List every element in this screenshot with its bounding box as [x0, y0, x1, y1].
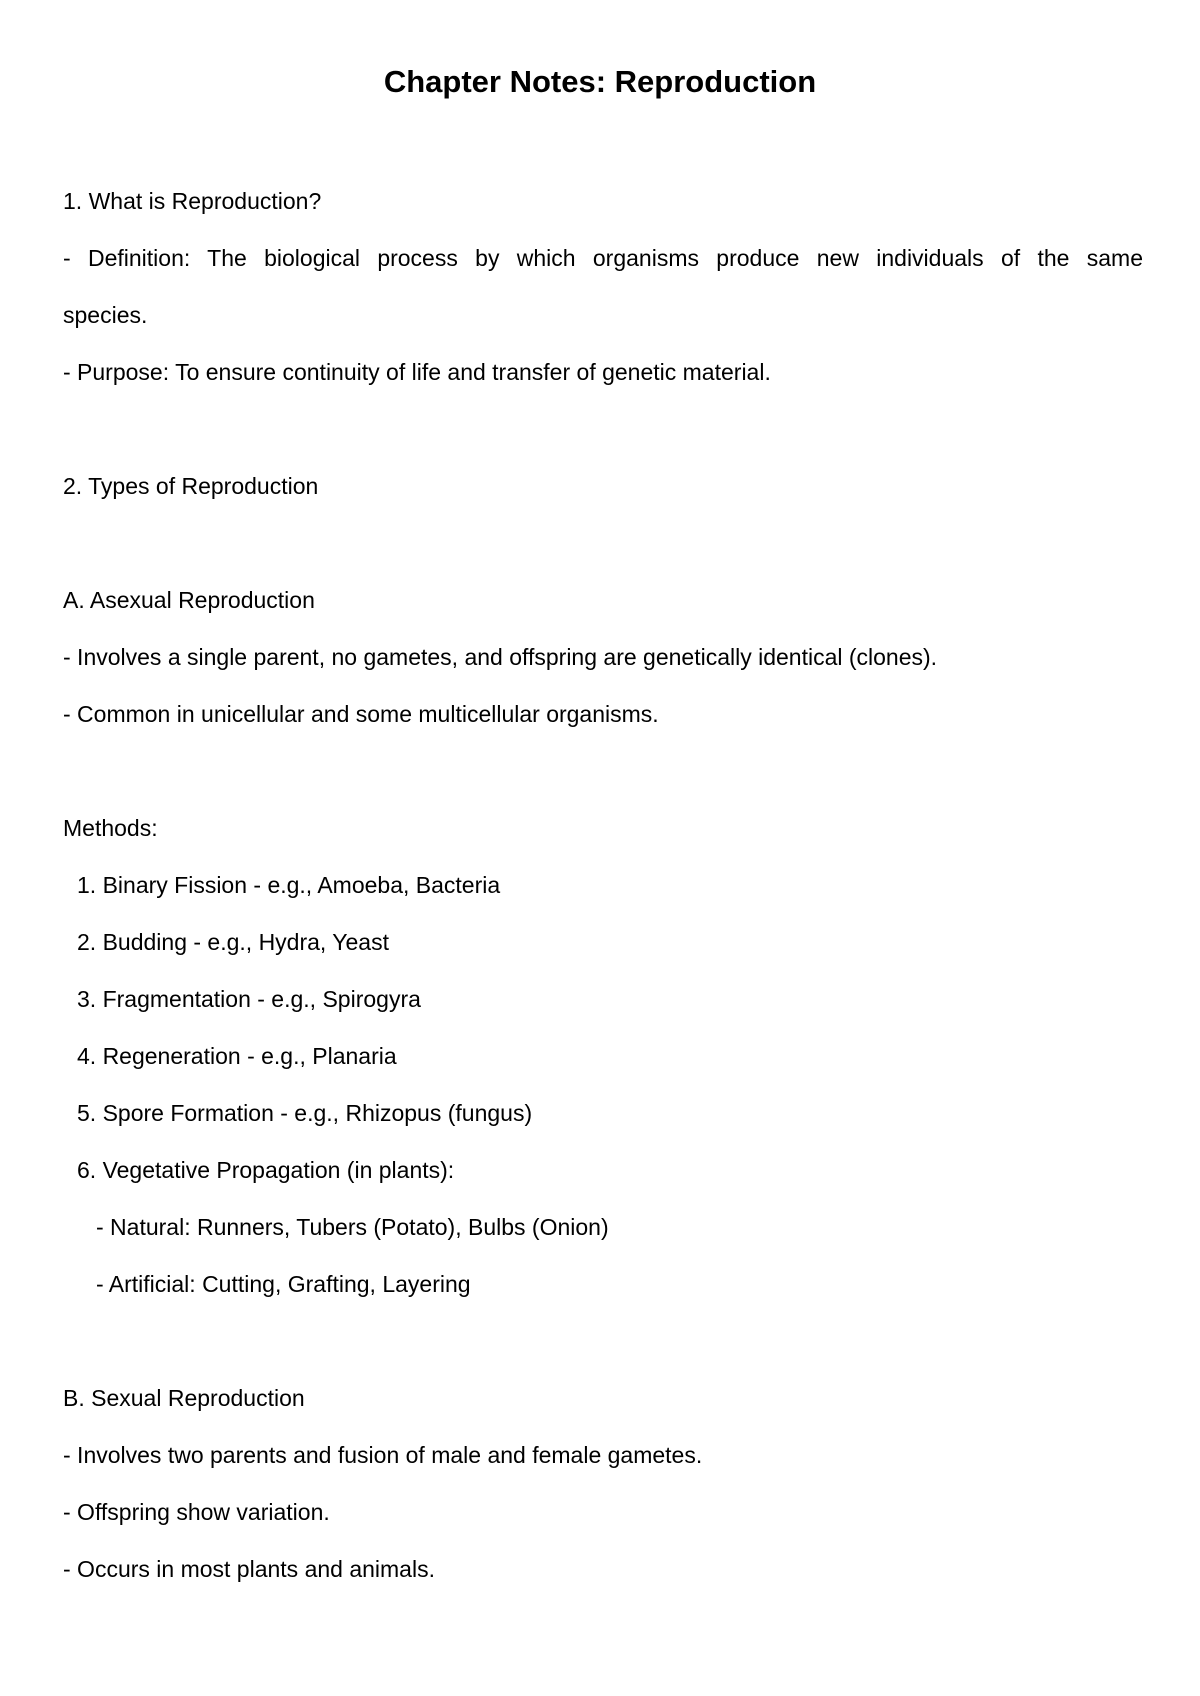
sexual-point: - Occurs in most plants and animals.: [63, 1556, 435, 1582]
sexual-heading: B. Sexual Reproduction: [63, 1385, 305, 1411]
section-heading-what-is-reproduction: 1. What is Reproduction?: [63, 188, 322, 214]
sexual-point: - Offspring show variation.: [63, 1499, 330, 1525]
method-item-budding: 2. Budding - e.g., Hydra, Yeast: [77, 929, 389, 955]
sexual-point: - Involves two parents and fusion of male and female gametes.: [63, 1442, 703, 1468]
method-item-vegetative-propagation: 6. Vegetative Propagation (in plants):: [77, 1157, 455, 1183]
vegetative-sub-artificial: - Artificial: Cutting, Grafting, Layering: [96, 1271, 471, 1297]
asexual-point: - Common in unicellular and some multicellular organisms.: [63, 701, 659, 727]
section-heading-types: 2. Types of Reproduction: [63, 473, 319, 499]
method-item-regeneration: 4. Regeneration - e.g., Planaria: [77, 1043, 397, 1069]
asexual-point: - Involves a single parent, no gametes, and offspring are genetically identical (clones).: [63, 644, 938, 670]
page-title: Chapter Notes: Reproduction: [383, 64, 817, 99]
purpose-line: - Purpose: To ensure continuity of life and transfer of genetic material.: [63, 359, 771, 385]
methods-label: Methods:: [63, 815, 158, 841]
vegetative-sub-natural: - Natural: Runners, Tubers (Potato), Bulbs (Onion): [96, 1214, 609, 1240]
method-item-binary-fission: 1. Binary Fission - e.g., Amoeba, Bacteria: [77, 872, 501, 898]
method-item-spore-formation: 5. Spore Formation - e.g., Rhizopus (fungus): [77, 1100, 533, 1126]
definition-line-1: - Definition: The biological process by which organisms produce new individuals of the same: [63, 245, 1143, 271]
definition-line-2: species.: [63, 302, 148, 328]
asexual-heading: A. Asexual Reproduction: [63, 587, 315, 613]
method-item-fragmentation: 3. Fragmentation - e.g., Spirogyra: [77, 986, 421, 1012]
